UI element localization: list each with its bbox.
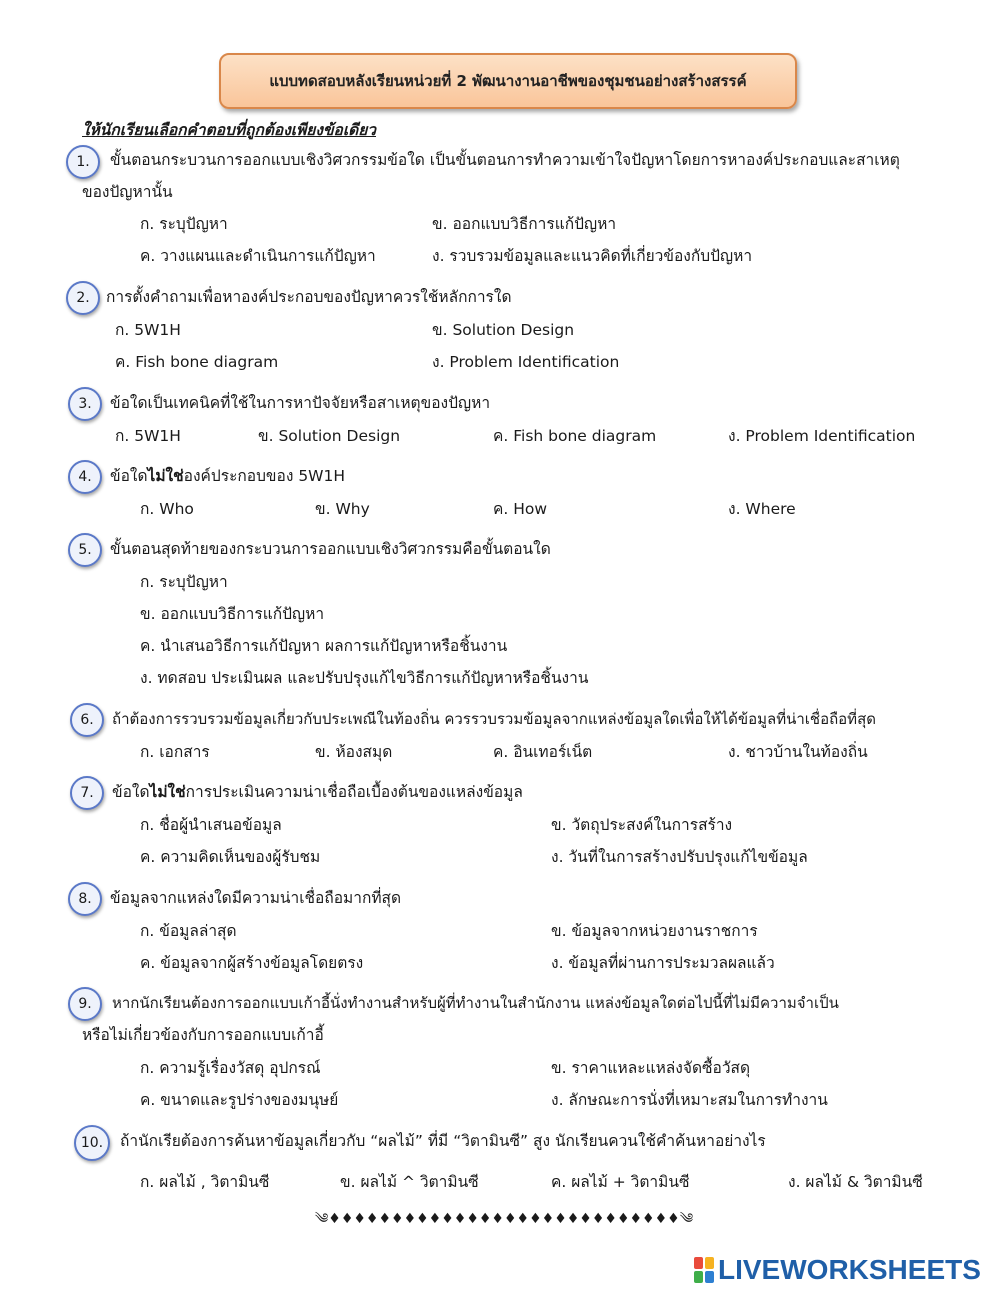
option-a[interactable]: ก. ผลไม้ , วิตามินซี [140, 1173, 270, 1191]
question-number-badge: 7. [70, 776, 104, 810]
question-text: ถ้าต้องการรวบรวมข้อมูลเกี่ยวกับประเพณีในท้องถิ่น ควรรวบรวมข้อมูลจากแหล่งข้อมูลใดเพื่อให้ได้ข้อมูลที่น่าเชื่อถือที่สุด [112, 710, 876, 728]
option-a[interactable]: ก. ชื่อผู้นำเสนอข้อมูล [140, 816, 282, 834]
option-d[interactable]: ง. ผลไม้ & วิตามินซี [788, 1173, 923, 1191]
option-b[interactable]: ข. ผลไม้ ^ วิตามินซี [340, 1173, 479, 1191]
question-number-badge: 9. [68, 987, 102, 1021]
option-b[interactable]: ข. ออกแบบวิธีการแก้ปัญหา [140, 605, 325, 623]
option-c[interactable]: ค. ผลไม้ + วิตามินซี [551, 1173, 690, 1191]
option-c[interactable]: ค. ความคิดเห็นของผู้รับชม [140, 848, 321, 866]
question-number-badge: 5. [68, 533, 102, 567]
question-text: การตั้งคำถามเพื่อหาองค์ประกอบของปัญหาควรใช้หลักการใด [106, 288, 512, 306]
question-text-cont: หรือไม่เกี่ยวข้องกับการออกแบบเก้าอี้ [82, 1026, 324, 1044]
question-number-badge: 4. [68, 460, 102, 494]
question-number-badge: 3. [68, 387, 102, 421]
question-number-badge: 1. [66, 145, 100, 179]
option-a[interactable]: ก. ข้อมูลล่าสุด [140, 922, 237, 940]
option-a[interactable]: ก. ระบุปัญหา [140, 573, 228, 591]
option-b[interactable]: ข. ห้องสมุด [315, 743, 393, 761]
option-c[interactable]: ค. Fish bone diagram [493, 427, 657, 445]
option-b[interactable]: ข. ราคาแหละแหล่งจัดซื้อวัสดุ [551, 1059, 751, 1077]
option-b[interactable]: ข. Why [315, 500, 370, 518]
question-number-badge: 10. [74, 1125, 110, 1161]
option-a[interactable]: ก. เอกสาร [140, 743, 210, 761]
question-number-badge: 2. [66, 281, 100, 315]
option-a[interactable]: ก. 5W1H [115, 427, 181, 445]
question-text: ถ้านักเรียต้องการค้นหาข้อมูลเกี่ยวกับ “ผลไม้” ที่มี “วิตามินซี” สูง นักเรียนควนใช้คำค้นหาอย่างไร [120, 1132, 766, 1150]
question-text: ข้อมูลจากแหล่งใดมีความน่าเชื่อถือมากที่สุด [110, 889, 402, 907]
instruction-text: ให้นักเรียนเลือกคำตอบที่ถูกต้องเพียงข้อเดียว [82, 121, 376, 139]
option-c[interactable]: ค. Fish bone diagram [115, 353, 279, 371]
option-d[interactable]: ง. วันที่ในการสร้างปรับปรุงแก้ไขข้อมูล [551, 848, 808, 866]
option-b[interactable]: ข. Solution Design [432, 321, 575, 339]
question-text: ขั้นตอนกระบวนการออกแบบเชิงวิศวกรรมข้อใด เป็นขั้นตอนการทำความเข้าใจปัญหาโดยการหาองค์ประกอบและสาเหตุ [110, 151, 900, 169]
option-c[interactable]: ค. How [493, 500, 548, 518]
option-d[interactable]: ง. ข้อมูลที่ผ่านการประมวลผลแล้ว [551, 954, 775, 972]
option-c[interactable]: ค. วางแผนและดำเนินการแก้ปัญหา [140, 247, 376, 265]
question-text: หากนักเรียนต้องการออกแบบเก้าอี้นั่งทำงานสำหรับผู้ที่ทำงานในสำนักงาน แหล่งข้อมูลใดต่อไปนี้ที่ไม่มีความจำเป็น [112, 994, 839, 1012]
option-a[interactable]: ก. 5W1H [115, 321, 181, 339]
question-text: ข้อใดเป็นเทคนิคที่ใช้ในการหาปัจจัยหรือสาเหตุของปัญหา [110, 394, 491, 412]
option-b[interactable]: ข. วัตถุประสงค์ในการสร้าง [551, 816, 733, 834]
option-b[interactable]: ข. Solution Design [258, 427, 401, 445]
option-a[interactable]: ก. Who [140, 500, 194, 518]
option-c[interactable]: ค. ขนาดและรูปร่างของมนุษย์ [140, 1091, 339, 1109]
option-c[interactable]: ค. ข้อมูลจากผู้สร้างข้อมูลโดยตรง [140, 954, 364, 972]
logo-text: LIVEWORKSHEETS [718, 1254, 981, 1285]
option-d[interactable]: ง. Problem Identification [728, 427, 916, 445]
page-title: แบบทดสอบหลังเรียนหน่วยที่ 2 พัฒนางานอาชีพของชุมชนอย่างสร้างสรรค์ [269, 72, 747, 90]
option-a[interactable]: ก. ความรู้เรื่องวัสดุ อุปกรณ์ [140, 1059, 321, 1077]
option-c[interactable]: ค. นำเสนอวิธีการแก้ปัญหา ผลการแก้ปัญหาหรือชิ้นงาน [140, 637, 508, 655]
liveworksheets-logo-icon [694, 1257, 714, 1283]
title-banner [219, 53, 797, 109]
footer-ornament: ༄♦♦♦♦♦♦♦♦♦♦♦♦♦♦♦♦♦♦♦♦♦♦♦♦♦♦♦♦༄ [314, 1211, 694, 1226]
question-number-badge: 8. [68, 882, 102, 916]
option-b[interactable]: ข. ออกแบบวิธีการแก้ปัญหา [432, 215, 617, 233]
option-d[interactable]: ง. รวบรวมข้อมูลและแนวคิดที่เกี่ยวข้องกับปัญหา [432, 247, 753, 265]
question-text: ข้อใดไม่ใช่องค์ประกอบของ 5W1H [110, 467, 346, 485]
question-text: ขั้นตอนสุดท้ายของกระบวนการออกแบบเชิงวิศวกรรมคือขั้นตอนใด [110, 540, 551, 558]
option-d[interactable]: ง. ทดสอบ ประเมินผล และปรับปรุงแก้ไขวิธีการแก้ปัญหาหรือชิ้นงาน [140, 669, 589, 687]
option-d[interactable]: ง. Problem Identification [432, 353, 620, 371]
option-c[interactable]: ค. อินเทอร์เน็ต [493, 743, 593, 761]
option-d[interactable]: ง. ชาวบ้านในท้องถิ่น [728, 743, 868, 761]
liveworksheets-logo [694, 1253, 990, 1287]
question-number-badge: 6. [70, 703, 104, 737]
option-b[interactable]: ข. ข้อมูลจากหน่วยงานราชการ [551, 922, 758, 940]
question-text: ข้อใดไม่ใช่การประเมินความน่าเชื่อถือเบื้องต้นของแหล่งข้อมูล [112, 783, 523, 801]
option-a[interactable]: ก. ระบุปัญหา [140, 215, 228, 233]
option-d[interactable]: ง. Where [728, 500, 796, 518]
option-d[interactable]: ง. ลักษณะการนั่งที่เหมาะสมในการทำงาน [551, 1091, 828, 1109]
question-text-cont: ของปัญหานั้น [82, 183, 173, 201]
